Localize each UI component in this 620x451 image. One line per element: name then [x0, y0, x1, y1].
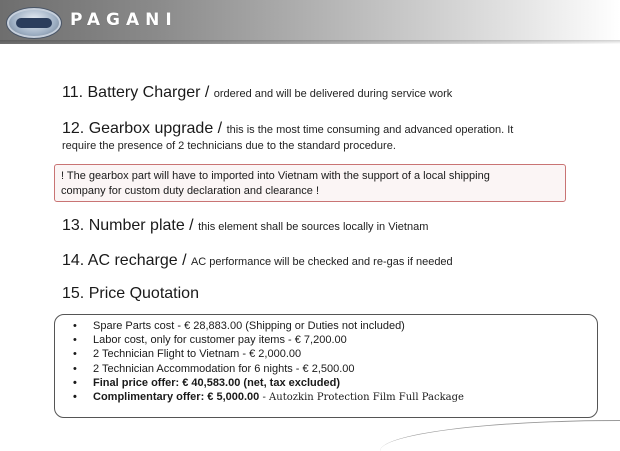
item-heading: 14. AC recharge /: [62, 252, 187, 269]
item-battery-charger: [62, 84, 452, 102]
warning-box: [54, 164, 566, 202]
final-price-line: Final price offer: € 40,583.00 (net, tax excluded): [93, 376, 340, 389]
bullet: •: [73, 376, 77, 389]
list-item: [67, 347, 597, 361]
price-quotation-box: [54, 314, 598, 418]
warning-line-2: company for custom duty declaration and clearance !: [61, 185, 320, 197]
quotation-list: [67, 319, 597, 405]
bullet: •: [73, 362, 77, 375]
item-heading: 11. Battery Charger /: [62, 84, 210, 101]
item-note-continued: require the presence of 2 technicians due to the standard procedure.: [62, 140, 396, 152]
item-heading: 15. Price Quotation: [62, 285, 199, 302]
pagani-logo-badge: [6, 7, 62, 39]
item-number-plate: [62, 217, 428, 235]
list-item: [67, 362, 597, 376]
bullet: •: [73, 348, 77, 361]
item-ac-recharge: [62, 252, 453, 270]
quotation-line: Spare Parts cost - € 28,883.00 (Shipping or Duties not included): [93, 320, 405, 332]
item-price-quotation: [62, 285, 199, 303]
list-item: [67, 319, 597, 333]
item-heading: 12. Gearbox upgrade /: [62, 120, 223, 137]
quotation-line: Labor cost, only for customer pay items - € 7,200.00: [93, 334, 347, 347]
footer-swoosh: [380, 420, 620, 451]
logo-badge-inner: [16, 18, 52, 28]
list-item: [67, 333, 597, 347]
header-shadow: [0, 40, 620, 44]
bullet: •: [73, 334, 77, 347]
bullet: •: [73, 391, 77, 404]
list-item: [67, 376, 597, 390]
item-note: AC performance will be checked and re-gas if needed: [190, 256, 453, 268]
quotation-line: 2 Technician Flight to Vietnam - € 2,000.00: [93, 348, 302, 361]
list-item: [67, 390, 597, 405]
item-note: this element shall be sources locally in Vietnam: [198, 221, 429, 233]
bullet: •: [73, 320, 77, 332]
brand-wordmark: PAGANI: [70, 10, 178, 30]
complimentary-line: Complimentary offer: € 5,000.00: [93, 391, 260, 404]
item-gearbox-upgrade: [62, 120, 513, 138]
item-note: ordered and will be delivered during service work: [213, 88, 453, 100]
complimentary-extra: - Autozkin Protection Film Full Package: [259, 392, 464, 404]
quotation-line: 2 Technician Accommodation for 6 nights - € 2,500.00: [93, 362, 355, 375]
item-note: this is the most time consuming and advanced operation. It: [226, 124, 514, 136]
item-heading: 13. Number plate /: [62, 217, 194, 234]
warning-line-1: ! The gearbox part will have to imported into Vietnam with the support of a local shipping: [61, 170, 490, 182]
